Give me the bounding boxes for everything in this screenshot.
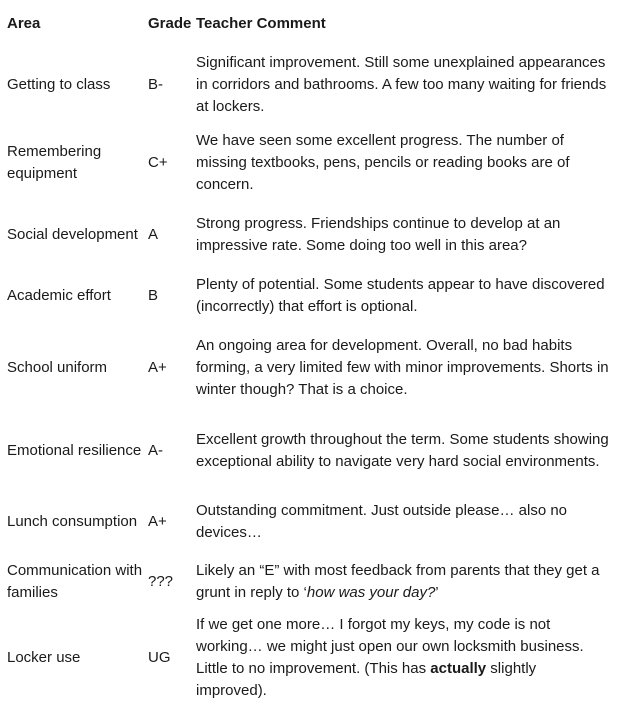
area-cell: Academic effort	[7, 287, 111, 304]
comment-text: If we get one more… I forgot my keys, my code is not working… we might just open our own locksmith business. Little to no improvement. (This has	[196, 616, 584, 677]
area-cell: Locker use	[7, 649, 81, 666]
area-cell: Getting to class	[7, 76, 111, 93]
comment-cell: Strong progress. Friendships continue to develop at an impressive rate. Some doing too well in this area?	[196, 215, 561, 254]
table-row	[0, 204, 621, 266]
table-row	[0, 552, 621, 612]
grade-cell: A	[148, 226, 159, 243]
comment-cell: An ongoing area for development. Overall, no bad habits forming, a very limited few with minor improvements. Shorts in winter though? That is a choice.	[196, 337, 609, 398]
header-teacher-comment: Teacher Comment	[196, 15, 326, 32]
area-cell: Emotional resilience	[7, 442, 142, 459]
table-row	[0, 266, 621, 326]
grade-cell: UG	[148, 649, 171, 666]
comment-cell	[196, 552, 621, 612]
grade-cell: A-	[148, 442, 163, 459]
area-cell: Lunch consumption	[7, 513, 138, 530]
comment-cell: We have seen some excellent progress. The number of missing textbooks, pens, pencils or reading books are of concern.	[196, 132, 570, 193]
area-cell: School uniform	[7, 359, 108, 376]
area-cell: Social development	[7, 226, 138, 243]
comment-text: ’	[435, 584, 439, 601]
comment-cell: Plenty of potential. Some students appear to have discovered (incorrectly) that effort is optional.	[196, 276, 605, 315]
table-row	[0, 48, 621, 122]
area-cell: Communication with families	[7, 562, 143, 601]
table-row	[0, 612, 621, 704]
grade-cell: B-	[148, 76, 163, 93]
comment-text: Likely an “E” with most feedback from parents that they get a grunt in reply to ‘	[196, 562, 600, 601]
comment-text: slightly improved).	[196, 660, 537, 699]
table-row	[0, 492, 621, 552]
comment-cell	[196, 612, 621, 704]
table-row	[0, 122, 621, 204]
grade-cell: A+	[148, 359, 167, 376]
comment-italic-text: how was your day?	[306, 584, 436, 601]
table-row	[0, 410, 621, 492]
header-grade: Grade	[148, 15, 192, 32]
grade-cell: B	[148, 287, 159, 304]
comment-cell: Excellent growth throughout the term. Some students showing exceptional ability to navigate very hard social environments.	[196, 431, 609, 470]
comment-cell: Outstanding commitment. Just outside please… also no devices…	[196, 502, 568, 541]
area-cell: Remembering equipment	[7, 143, 102, 182]
header-area: Area	[7, 15, 41, 32]
comment-bold-text: actually	[430, 660, 487, 677]
comment-cell: Significant improvement. Still some unexplained appearances in corridors and bathrooms. A few too many waiting for friends at lockers.	[196, 54, 607, 115]
grade-cell: C+	[148, 154, 168, 171]
grade-cell: ???	[148, 573, 174, 590]
table-row	[0, 326, 621, 410]
table-header-row	[0, 0, 621, 48]
grade-cell: A+	[148, 513, 167, 530]
